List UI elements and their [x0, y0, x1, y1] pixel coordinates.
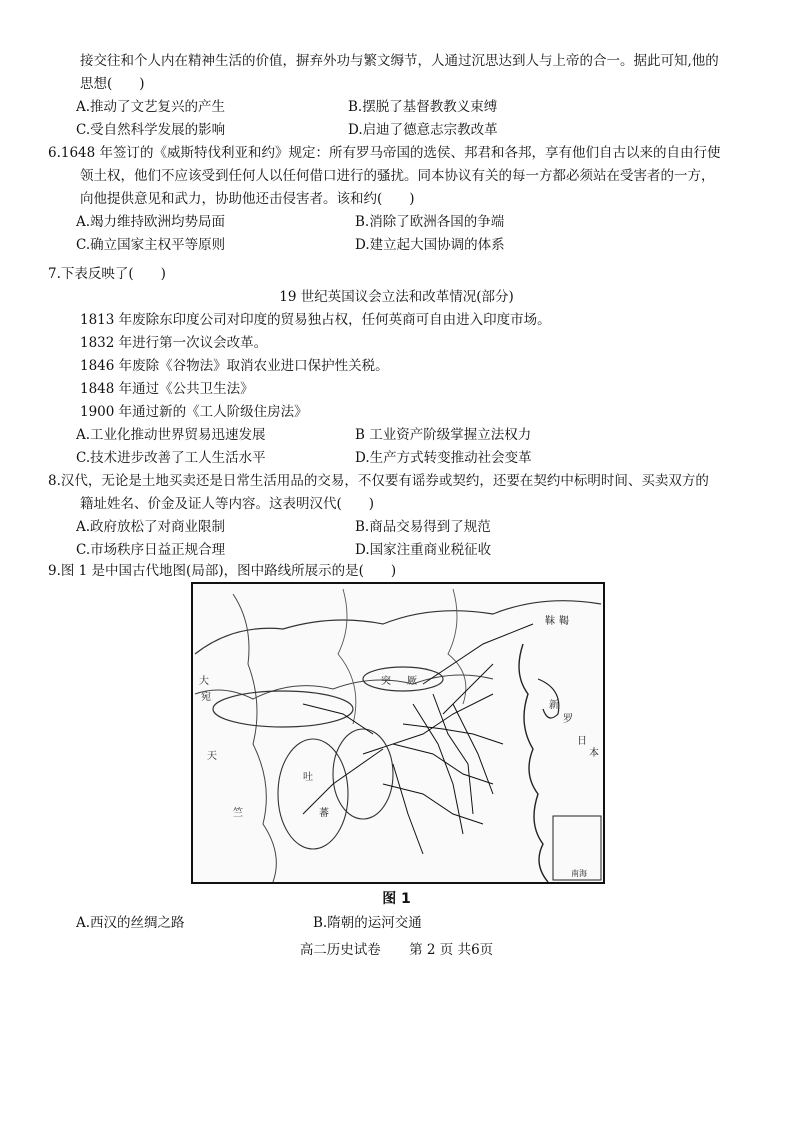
map-border	[448, 589, 466, 704]
q7-option-a: A.工业化推动世界贸易迅速发展	[76, 427, 266, 443]
q6-line-1: 6.1648 年签订的《威斯特伐利亚和约》规定：所有罗马帝国的选侯、邦君和各邦，享有他们自古以来的自由行使	[48, 145, 721, 161]
map-label: 蕃	[319, 808, 329, 819]
q8-line-1: 8.汉代，无论是土地买卖还是日常生活用品的交易，不仅要有谣券或契约，还要在契约中标明时间、买卖双方的	[48, 473, 709, 489]
map-label: 靺	[545, 616, 555, 627]
map-label: 大	[199, 676, 209, 687]
region-outline	[213, 691, 353, 727]
q7-table-title: 19 世纪英国议会立法和改革情况(部分)	[279, 289, 514, 305]
map-label: 本	[589, 748, 599, 759]
map-border	[233, 594, 276, 882]
map-coast	[519, 644, 548, 882]
map-label: 吐	[303, 772, 313, 783]
q9-stem: 9.图 1 是中国古代地图(局部)，图中路线所展示的是( )	[48, 563, 397, 579]
q5-option-a: A.推动了文艺复兴的产生	[76, 99, 226, 115]
q6-option-b: B.消除了欧洲各国的争端	[355, 214, 505, 230]
map-label: 南海	[571, 869, 587, 878]
q7-table-row: 1900 年通过新的《工人阶级住房法》	[80, 404, 308, 420]
q7-option-d: D.生产方式转变推动社会变革	[355, 450, 532, 466]
q8-option-b: B.商品交易得到了规范	[355, 519, 491, 535]
q9-option-b: B.隋朝的运河交通	[313, 915, 422, 931]
map-label: 罗	[563, 714, 573, 725]
q9-option-a: A.西汉的丝绸之路	[76, 915, 185, 931]
q8-option-c: C.市场秩序日益正规合理	[76, 542, 226, 558]
region-outline	[278, 739, 348, 849]
figure-caption: 图 1	[382, 891, 411, 907]
q5-line-1: 接交往和个人内在精神生活的价值，摒弃外功与繁文缛节，人通过沉思达到人与上帝的合一。据此可知,他的	[80, 53, 719, 69]
map-label: 天	[207, 751, 217, 762]
q5-option-b: B.摆脱了基督教教义束缚	[348, 99, 498, 115]
map-coast	[538, 679, 559, 718]
map-svg	[193, 584, 603, 882]
q5-option-c: C.受自然科学发展的影响	[76, 122, 226, 138]
q7-table-row: 1813 年废除东印度公司对印度的贸易独占权，任何英商可自由进入印度市场。	[80, 312, 551, 328]
page-footer	[0, 938, 793, 958]
q6-option-c: C.确立国家主权平等原则	[76, 237, 226, 253]
footer-exam-name: 高二历史试卷	[299, 942, 381, 958]
q8-option-a: A.政府放松了对商业限制	[76, 519, 226, 535]
map-label: 突	[381, 676, 391, 687]
map-label: 新	[549, 700, 559, 711]
q6-line-3: 向他提供意见和武力，协助他还击侵害者。该和约( )	[80, 191, 415, 207]
route-network	[303, 624, 533, 854]
q7-option-c: C.技术进步改善了工人生活水平	[76, 450, 266, 466]
q7-table-row: 1832 年进行第一次议会改革。	[80, 335, 268, 351]
map-label: 鞨	[559, 616, 569, 627]
footer-page-number: 第 2 页 共6页	[409, 942, 494, 958]
map-label: 宛	[201, 692, 211, 703]
q6-option-d: D.建立起大国协调的体系	[355, 237, 505, 253]
map-label: 日	[577, 736, 587, 747]
map-border	[195, 601, 601, 654]
q5-option-d: D.启迪了德意志宗教改革	[348, 122, 498, 138]
map-border	[338, 589, 356, 724]
region-outline	[333, 729, 393, 819]
map-label: 竺	[233, 808, 243, 819]
q7-option-b: B 工业资产阶级掌握立法权力	[355, 427, 532, 443]
q6-option-a: A.竭力维持欧洲均势局面	[76, 214, 226, 230]
q8-line-2: 籍址姓名、价金及证人等内容。这表明汉代( )	[80, 496, 375, 512]
q8-option-d: D.国家注重商业税征收	[355, 542, 492, 558]
q6-line-2: 领土权，他们不应该受到任何人以任何借口进行的骚扰。同本协议有关的每一方都必须站在受害者的一方，	[80, 168, 715, 184]
q5-line-2: 思想( )	[80, 76, 145, 92]
ancient-china-map	[191, 582, 605, 884]
q7-table-row: 1848 年通过《公共卫生法》	[80, 381, 254, 397]
q7-table-row: 1846 年废除《谷物法》取消农业进口保护性关税。	[80, 358, 389, 374]
q7-stem: 7.下表反映了( )	[48, 266, 166, 282]
map-label: 厥	[407, 676, 417, 687]
